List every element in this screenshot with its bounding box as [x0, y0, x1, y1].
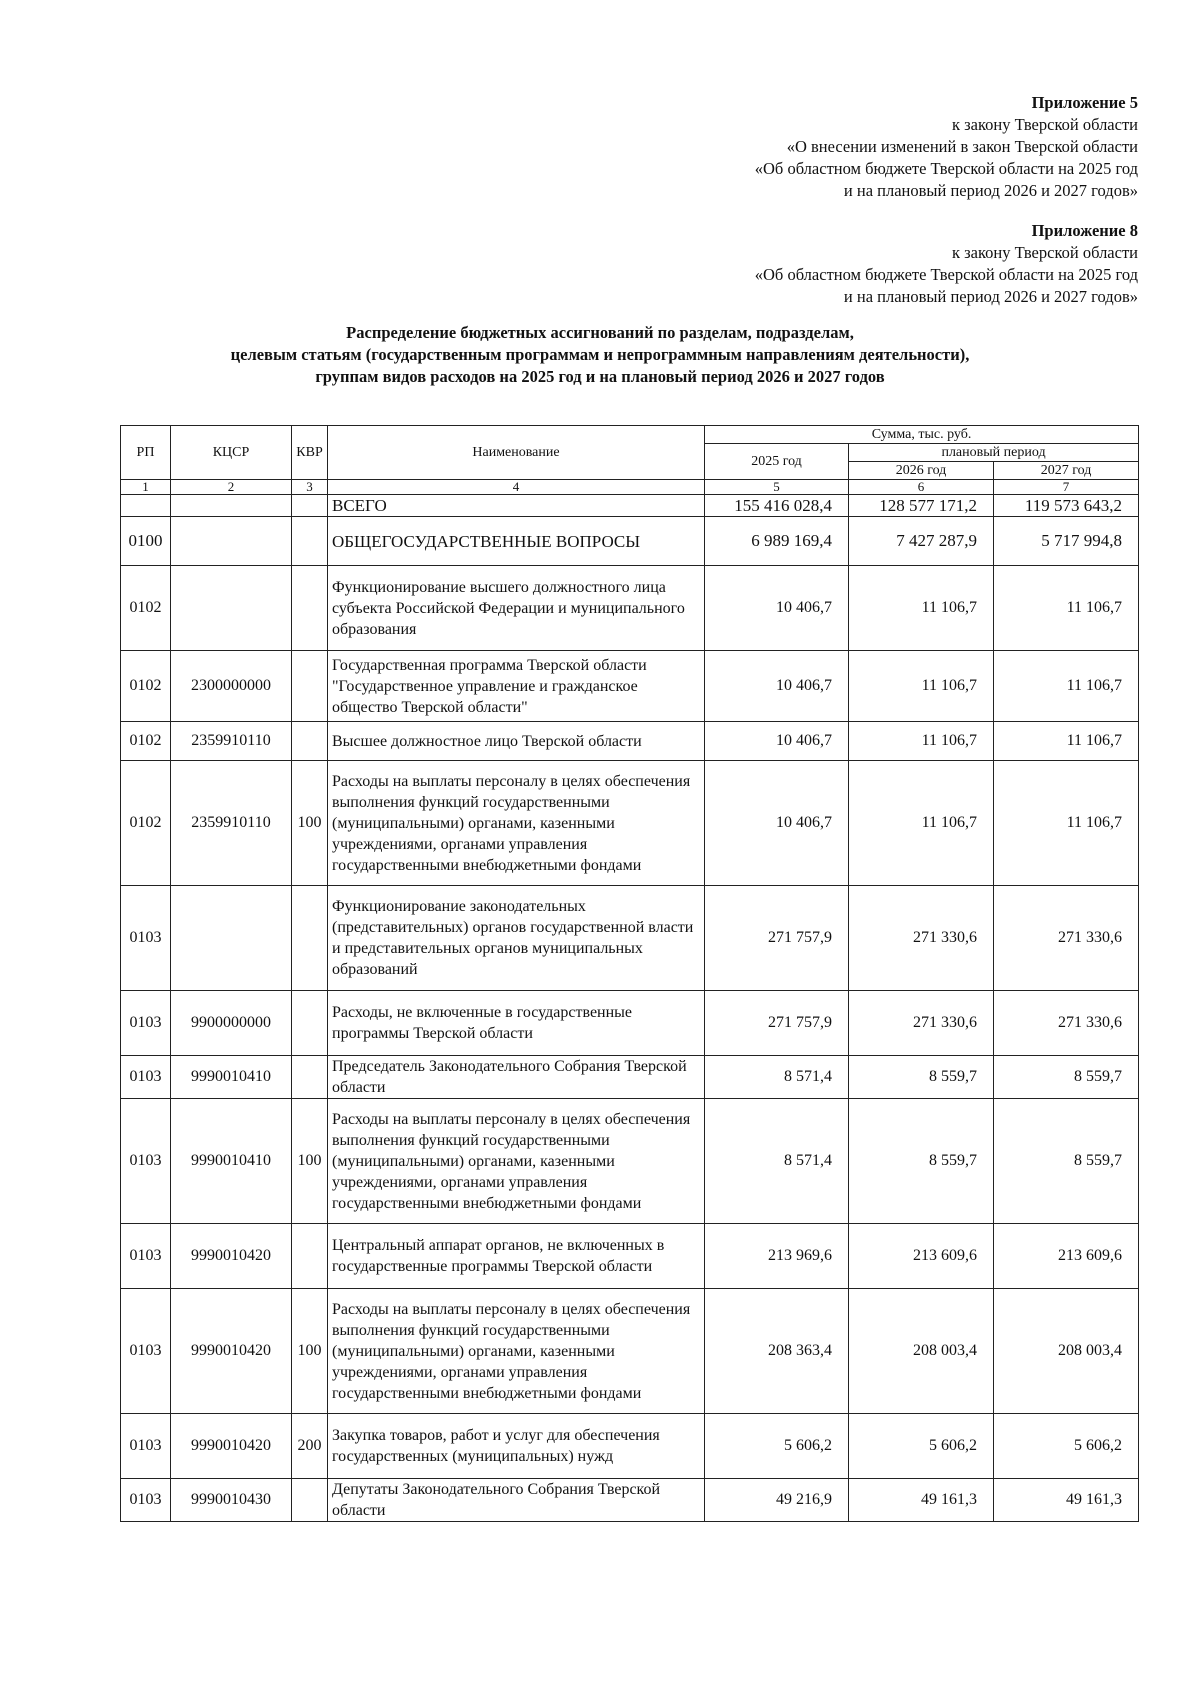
cell-rp: 0103: [121, 1289, 171, 1414]
appendix-5-line: к закону Тверской области: [951, 115, 1138, 134]
cell-kcsr: 9990010420: [171, 1224, 292, 1289]
document-title-line: Распределение бюджетных ассигнований по разделам, подразделам,: [346, 323, 854, 342]
cell-kcsr: 9900000000: [171, 991, 292, 1056]
cell-name: Закупка товаров, работ и услуг для обеспечения государственных (муниципальных) нужд: [328, 1414, 705, 1479]
table-row: [121, 1289, 1139, 1414]
table-row: [121, 1056, 1139, 1099]
header-rp: РП: [121, 426, 171, 480]
cell-amount-2026: 8 559,7: [849, 1056, 994, 1099]
cell-name: Расходы на выплаты персоналу в целях обеспечения выполнения функций государственными (муниципальными) органами, казенными учреждениями, органами управления государственными внебюджетными фондами: [328, 761, 705, 886]
cell-amount-2025: 10 406,7: [705, 651, 849, 722]
header-kvr: КВР: [292, 426, 328, 480]
cell-amount-2026: 208 003,4: [849, 1289, 994, 1414]
column-number: 3: [292, 480, 328, 495]
cell-kcsr: [171, 566, 292, 651]
cell-amount-2027: 208 003,4: [994, 1289, 1139, 1414]
cell-amount-2027: 271 330,6: [994, 991, 1139, 1056]
cell-amount-2027: 11 106,7: [994, 566, 1139, 651]
cell-rp: 0103: [121, 1099, 171, 1224]
document-title-line: группам видов расходов на 2025 год и на плановый период 2026 и 2027 годов: [315, 367, 885, 386]
cell-amount-2027: 5 606,2: [994, 1414, 1139, 1479]
table-row: [121, 517, 1139, 566]
cell-amount-2026: 11 106,7: [849, 761, 994, 886]
cell-amount-2025: 271 757,9: [705, 886, 849, 991]
cell-amount-2026: 49 161,3: [849, 1479, 994, 1522]
table-row: [121, 495, 1139, 517]
cell-kvr: [292, 495, 328, 517]
header-sum: Сумма, тыс. руб.: [705, 426, 1139, 444]
cell-kvr: [292, 1224, 328, 1289]
cell-amount-2026: 271 330,6: [849, 886, 994, 991]
cell-kcsr: 9990010420: [171, 1414, 292, 1479]
cell-name: Функционирование законодательных (представительных) органов государственной власти и представительных органов муниципальных образований: [328, 886, 705, 991]
table-row: [121, 1099, 1139, 1224]
cell-rp: 0102: [121, 566, 171, 651]
appendix-8-line: к закону Тверской области: [951, 243, 1138, 262]
header-kcsr: КЦСР: [171, 426, 292, 480]
table-row: [121, 722, 1139, 761]
document-title-line: целевым статьям (государственным программам и непрограммным направлениям деятельности),: [230, 345, 970, 364]
cell-kvr: [292, 886, 328, 991]
cell-amount-2026: 271 330,6: [849, 991, 994, 1056]
cell-name: Высшее должностное лицо Тверской области: [328, 722, 705, 761]
cell-amount-2025: 271 757,9: [705, 991, 849, 1056]
table-row: [121, 1224, 1139, 1289]
cell-amount-2025: 10 406,7: [705, 761, 849, 886]
header-2026: 2026 год: [849, 462, 994, 480]
column-number: 6: [849, 480, 994, 495]
cell-kvr: 200: [292, 1414, 328, 1479]
cell-amount-2026: 11 106,7: [849, 722, 994, 761]
cell-kvr: [292, 566, 328, 651]
cell-kvr: [292, 991, 328, 1056]
cell-rp: 0103: [121, 1479, 171, 1522]
table-row: [121, 886, 1139, 991]
cell-amount-2027: 119 573 643,2: [994, 495, 1139, 517]
cell-amount-2027: 271 330,6: [994, 886, 1139, 991]
cell-amount-2027: 8 559,7: [994, 1099, 1139, 1224]
cell-amount-2025: 213 969,6: [705, 1224, 849, 1289]
cell-rp: 0103: [121, 1414, 171, 1479]
appendix-5-line: «О внесении изменений в закон Тверской области: [786, 137, 1138, 156]
cell-kvr: [292, 1056, 328, 1099]
cell-amount-2025: 5 606,2: [705, 1414, 849, 1479]
cell-amount-2025: 8 571,4: [705, 1056, 849, 1099]
cell-name: Расходы, не включенные в государственные программы Тверской области: [328, 991, 705, 1056]
cell-rp: 0102: [121, 761, 171, 886]
cell-rp: [121, 495, 171, 517]
cell-rp: 0103: [121, 886, 171, 991]
table-row: [121, 1414, 1139, 1479]
cell-kcsr: 9990010410: [171, 1099, 292, 1224]
header-2027: 2027 год: [994, 462, 1139, 480]
column-number: 1: [121, 480, 171, 495]
column-number: 2: [171, 480, 292, 495]
cell-kcsr: 2300000000: [171, 651, 292, 722]
cell-name: Государственная программа Тверской области "Государственное управление и гражданское общество Тверской области": [328, 651, 705, 722]
cell-name: Расходы на выплаты персоналу в целях обеспечения выполнения функций государственными (муниципальными) органами, казенными учреждениями, органами управления государственными внебюджетными фондами: [328, 1099, 705, 1224]
cell-name: Председатель Законодательного Собрания Тверской области: [328, 1056, 705, 1099]
cell-amount-2027: 11 106,7: [994, 651, 1139, 722]
cell-amount-2027: 5 717 994,8: [994, 517, 1139, 566]
cell-kvr: 100: [292, 761, 328, 886]
cell-name: ВСЕГО: [328, 495, 705, 517]
cell-amount-2025: 10 406,7: [705, 722, 849, 761]
table-row: [121, 566, 1139, 651]
cell-kcsr: 9990010420: [171, 1289, 292, 1414]
cell-kvr: 100: [292, 1289, 328, 1414]
appendix-5-line: «Об областном бюджете Тверской области на 2025 год: [754, 159, 1138, 178]
cell-kcsr: 9990010410: [171, 1056, 292, 1099]
table-row: [121, 761, 1139, 886]
cell-amount-2027: 8 559,7: [994, 1056, 1139, 1099]
cell-rp: 0103: [121, 991, 171, 1056]
document-title: [0, 322, 1200, 388]
cell-amount-2027: 11 106,7: [994, 761, 1139, 886]
header-name: Наименование: [328, 426, 705, 480]
cell-amount-2025: 208 363,4: [705, 1289, 849, 1414]
cell-kcsr: 2359910110: [171, 722, 292, 761]
cell-amount-2026: 213 609,6: [849, 1224, 994, 1289]
appendix-5-line: и на плановый период 2026 и 2027 годов»: [843, 181, 1138, 200]
header-2025: 2025 год: [705, 444, 849, 480]
cell-kvr: [292, 1479, 328, 1522]
cell-name: Расходы на выплаты персоналу в целях обеспечения выполнения функций государственными (муниципальными) органами, казенными учреждениями, органами управления государственными внебюджетными фондами: [328, 1289, 705, 1414]
cell-name: ОБЩЕГОСУДАРСТВЕННЫЕ ВОПРОСЫ: [328, 517, 705, 566]
cell-amount-2025: 49 216,9: [705, 1479, 849, 1522]
cell-amount-2027: 49 161,3: [994, 1479, 1139, 1522]
cell-kcsr: [171, 517, 292, 566]
table-row: [121, 991, 1139, 1056]
cell-amount-2025: 155 416 028,4: [705, 495, 849, 517]
header-plan-period: плановый период: [849, 444, 1139, 462]
cell-amount-2025: 8 571,4: [705, 1099, 849, 1224]
column-number-row: [121, 480, 1139, 495]
cell-kcsr: [171, 495, 292, 517]
cell-kcsr: [171, 886, 292, 991]
cell-amount-2027: 11 106,7: [994, 722, 1139, 761]
cell-name: Функционирование высшего должностного лица субъекта Российской Федерации и муниципального образования: [328, 566, 705, 651]
appendix-5-block: [755, 92, 1138, 202]
cell-amount-2026: 5 606,2: [849, 1414, 994, 1479]
cell-rp: 0103: [121, 1224, 171, 1289]
cell-amount-2026: 128 577 171,2: [849, 495, 994, 517]
cell-rp: 0103: [121, 1056, 171, 1099]
cell-kcsr: 9990010430: [171, 1479, 292, 1522]
cell-kvr: [292, 722, 328, 761]
appendix-8-title: Приложение 8: [1031, 221, 1138, 240]
cell-amount-2025: 10 406,7: [705, 566, 849, 651]
column-number: 7: [994, 480, 1139, 495]
budget-table: [120, 425, 1139, 1522]
appendix-8-line: «Об областном бюджете Тверской области на 2025 год: [754, 265, 1138, 284]
cell-kvr: 100: [292, 1099, 328, 1224]
cell-amount-2025: 6 989 169,4: [705, 517, 849, 566]
cell-rp: 0102: [121, 722, 171, 761]
cell-name: Центральный аппарат органов, не включенных в государственные программы Тверской области: [328, 1224, 705, 1289]
cell-kvr: [292, 651, 328, 722]
cell-amount-2026: 11 106,7: [849, 651, 994, 722]
cell-rp: 0100: [121, 517, 171, 566]
cell-name: Депутаты Законодательного Собрания Тверской области: [328, 1479, 705, 1522]
table-row: [121, 651, 1139, 722]
table-row: [121, 1479, 1139, 1522]
cell-amount-2026: 11 106,7: [849, 566, 994, 651]
column-number: 4: [328, 480, 705, 495]
cell-rp: 0102: [121, 651, 171, 722]
appendix-5-title: Приложение 5: [1031, 93, 1138, 112]
cell-amount-2027: 213 609,6: [994, 1224, 1139, 1289]
appendix-8-line: и на плановый период 2026 и 2027 годов»: [843, 287, 1138, 306]
column-number: 5: [705, 480, 849, 495]
appendix-8-block: [755, 220, 1138, 308]
cell-kcsr: 2359910110: [171, 761, 292, 886]
cell-amount-2026: 7 427 287,9: [849, 517, 994, 566]
cell-amount-2026: 8 559,7: [849, 1099, 994, 1224]
cell-kvr: [292, 517, 328, 566]
